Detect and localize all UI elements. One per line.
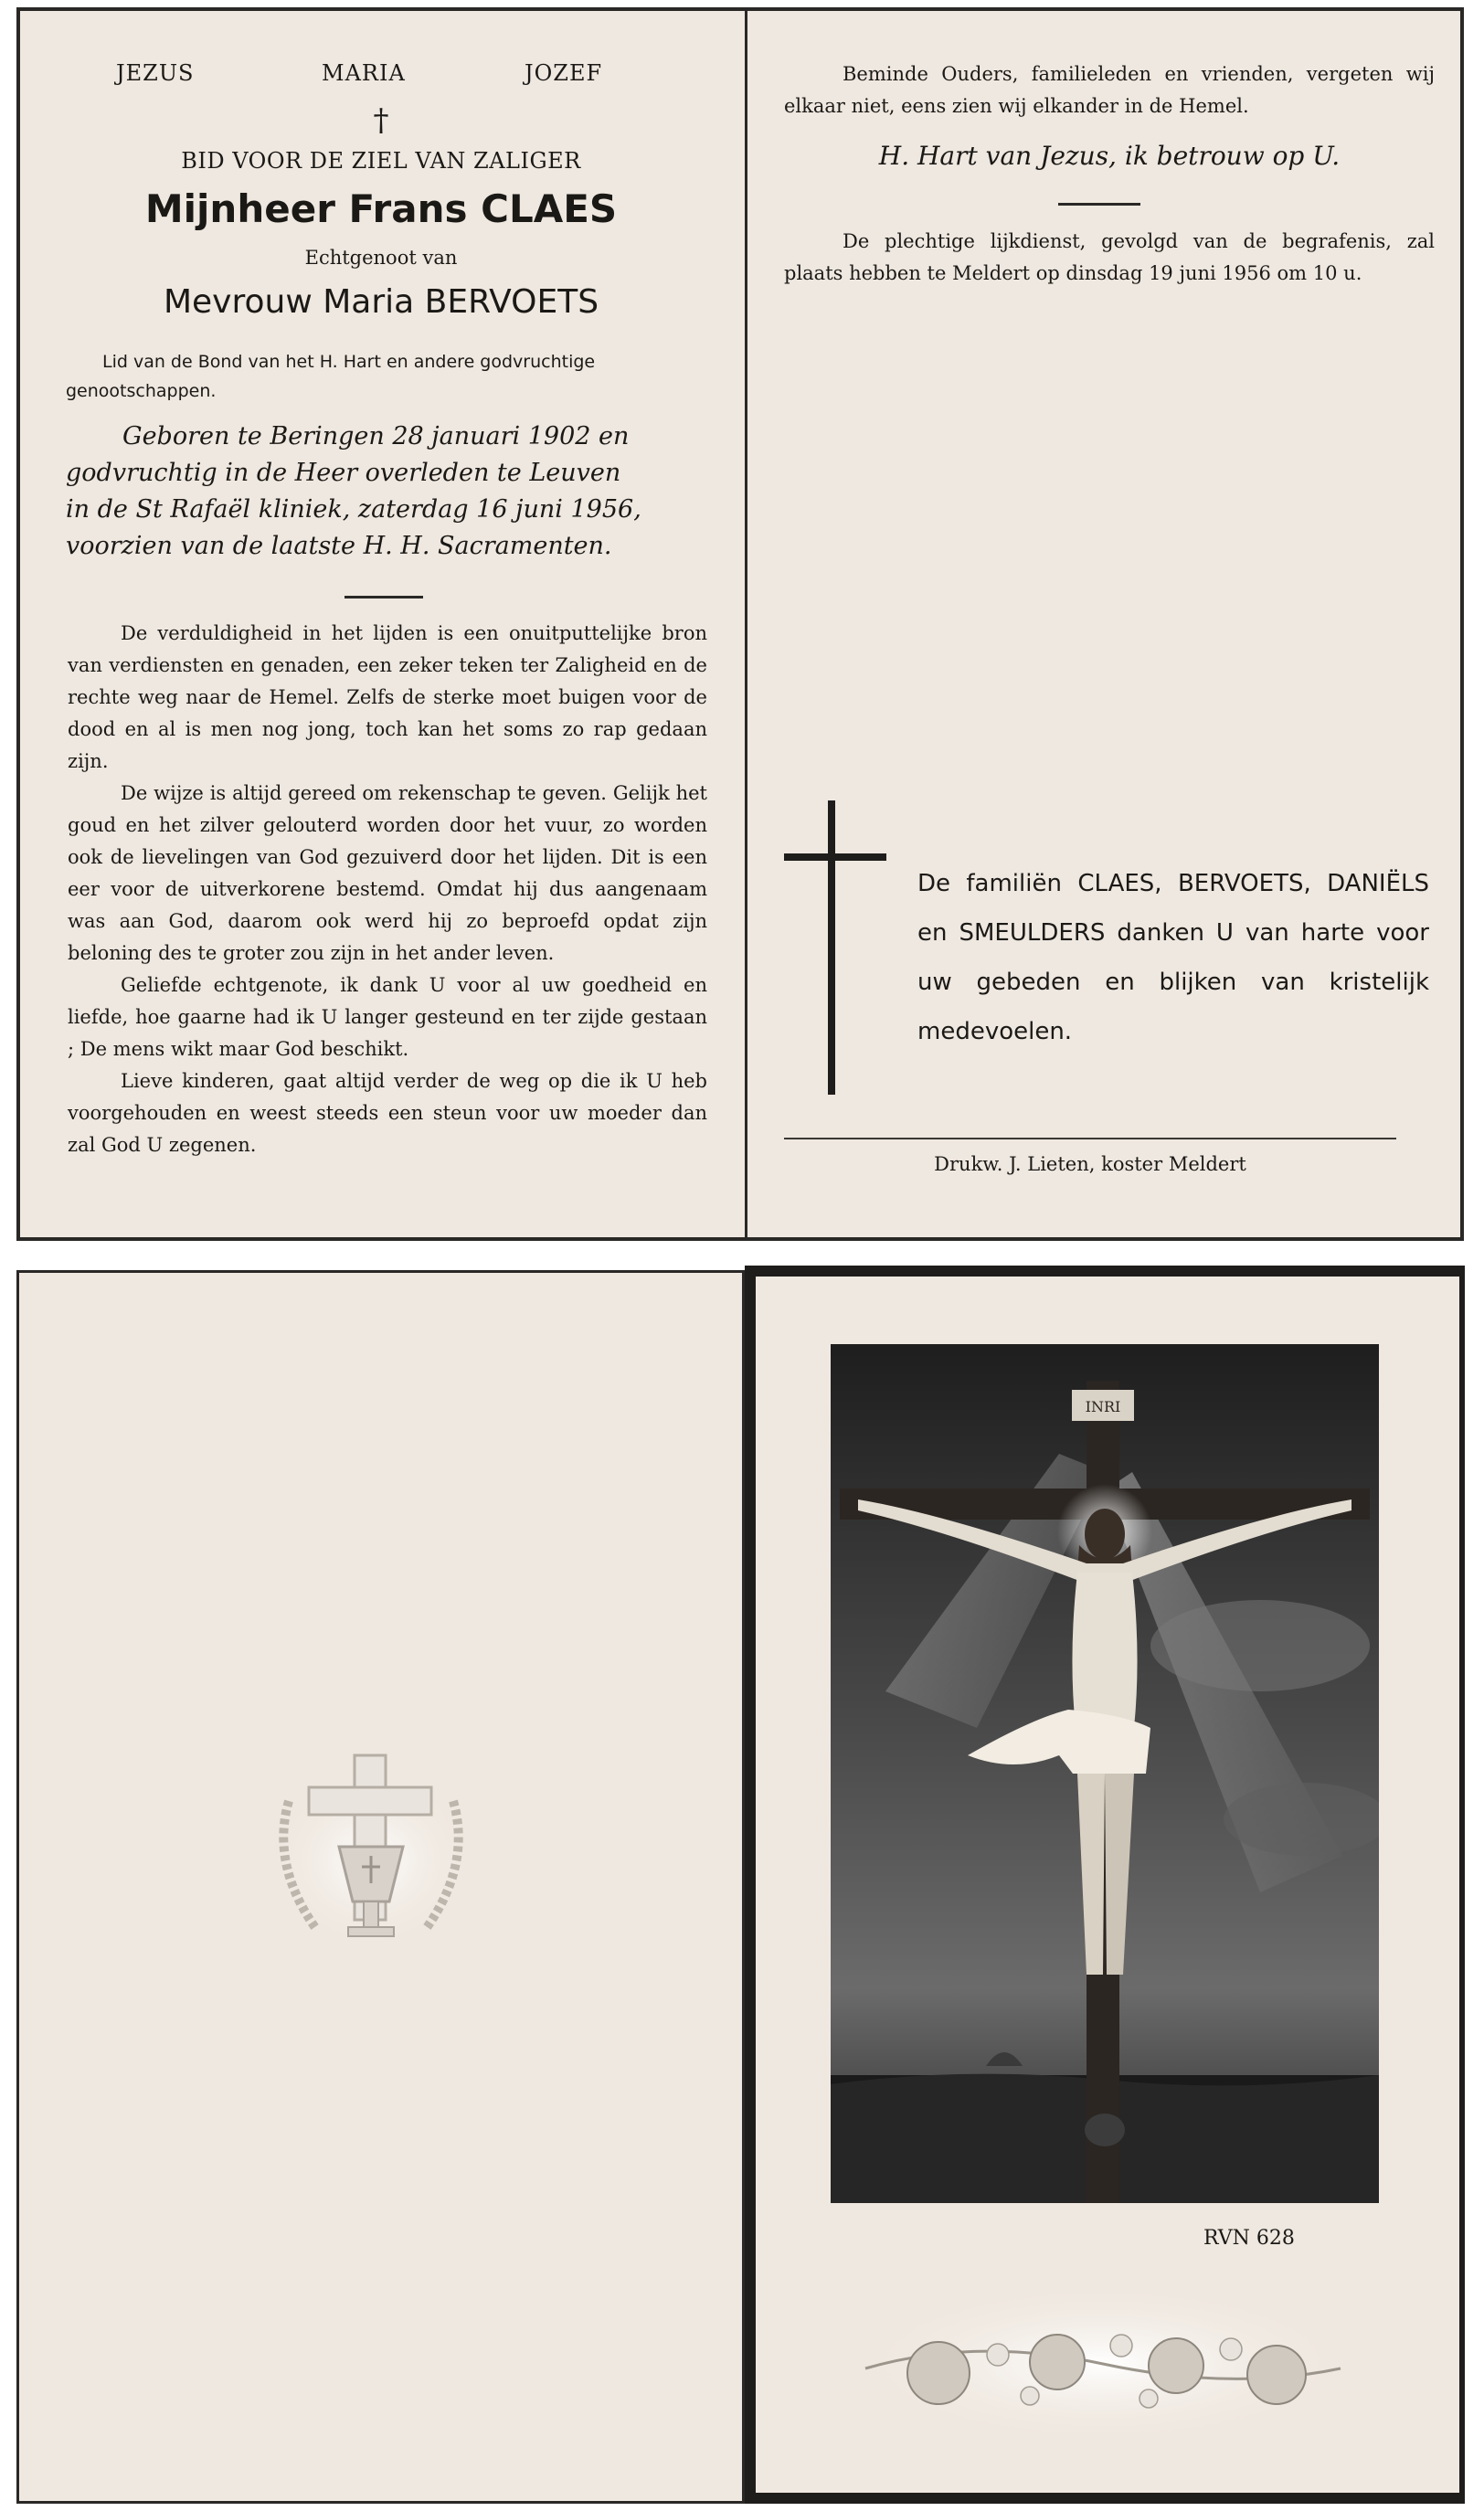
birth-line-2: godvruchtig in de Heer overleden te Leuven (66, 459, 621, 487)
back-cover-panel (16, 1270, 745, 2504)
invocation-jozef: JOZEF (525, 60, 603, 86)
farewell-text: Beminde Ouders, familieleden en vrienden, vergeten wij elkaar niet, eens zien wij elkander in de Hemel. (784, 63, 1435, 117)
divider (344, 596, 423, 599)
birth-line-3: in de St Rafaël kliniek, zaterdag 16 juni 1956, (66, 495, 641, 524)
invocation-maria: MARIA (322, 60, 406, 86)
large-cross-icon (784, 11, 894, 1199)
deceased-name: Mijnheer Frans CLAES (144, 186, 618, 231)
meditation-paragraph-4: Lieve kinderen, gaat altijd verder de weg op die ik U heb voorgehouden en weest steeds een steun voor uw moeder dan zal God U zegenen. (68, 1070, 707, 1156)
divider (1058, 203, 1140, 206)
inside-left-panel (16, 7, 747, 1241)
inri-sign: INRI (1085, 1398, 1121, 1415)
small-cross-icon: † (373, 102, 389, 139)
funeral-notice: De plechtige lijkdienst, gevolgd van de begrafenis, zal plaats hebben te Meldert op dinsdag 19 juni 1956 om 10 u. (784, 230, 1435, 284)
spouse-label: Echtgenoot van (304, 247, 458, 269)
membership-text: Lid van de Bond van het H. Hart en andere godvruchtige genootschappen. (66, 352, 596, 401)
thanks-text: De familiën CLAES, BERVOETS, DANIËLS en SMEULDERS danken U van harte voor uw gebeden en blijken van kristelijk medevoelen. (917, 870, 1429, 1045)
printer-credit: Drukw. J. Lieten, koster Meldert (934, 1153, 1246, 1175)
picture-code: RVN 628 (1203, 2227, 1295, 2250)
large-cross-vertical (828, 800, 835, 1095)
crucifixion-image (831, 1344, 1379, 2203)
prayer-request: BID VOOR DE ZIEL VAN ZALIGER (181, 148, 581, 174)
meditation-paragraph-3: Geliefde echtgenote, ik dank U voor al uw goedheid en liefde, hoe gaarne had ik U langer gesteund en ter zijde gestaan ; De mens wikt maar God beschikt. (68, 974, 707, 1060)
birth-death-block (66, 418, 705, 565)
spouse-name: Mevrouw Maria BERVOETS (163, 283, 599, 321)
motto: H. Hart van Jezus, ik betrouw op U. (878, 141, 1341, 171)
front-cover-panel (745, 1266, 1465, 2504)
cross-chalice-emblem-icon (252, 1746, 490, 1965)
divider (784, 1138, 1396, 1139)
invocation-jezus: JEZUS (116, 60, 195, 86)
inside-right-panel (745, 7, 1464, 1241)
flower-garland-icon (847, 2282, 1359, 2446)
large-cross-horizontal (784, 853, 886, 861)
meditation-paragraph-1: De verduldigheid in het lijden is een onuitputtelijke bron van verdiensten en genaden, een zeker teken ter Zaligheid en de rechte weg naar de Hemel. Zelfs de sterke moet buigen voor de dood en al is men nog jong, toch kan het soms zo rap gedaan zijn. (68, 622, 707, 772)
birth-line-1: Geboren te Beringen 28 januari 1902 en (122, 422, 630, 450)
meditation-paragraph-2: De wijze is altijd gereed om rekenschap te geven. Gelijk het goud en het zilver gelouterd worden door het vuur, zo worden ook de lievelingen van God gezuiverd door het lijden. Dit is een eer voor de uitverkorene bestemd. Omdat hij dus aangenaam was aan God, daarom ook werd hij zo beproefd opdat zijn beloning des te groter zou zijn in het ander leven. (68, 782, 707, 964)
birth-line-4: voorzien van de laatste H. H. Sacramenten. (66, 532, 612, 560)
meditation-text (68, 618, 707, 1161)
